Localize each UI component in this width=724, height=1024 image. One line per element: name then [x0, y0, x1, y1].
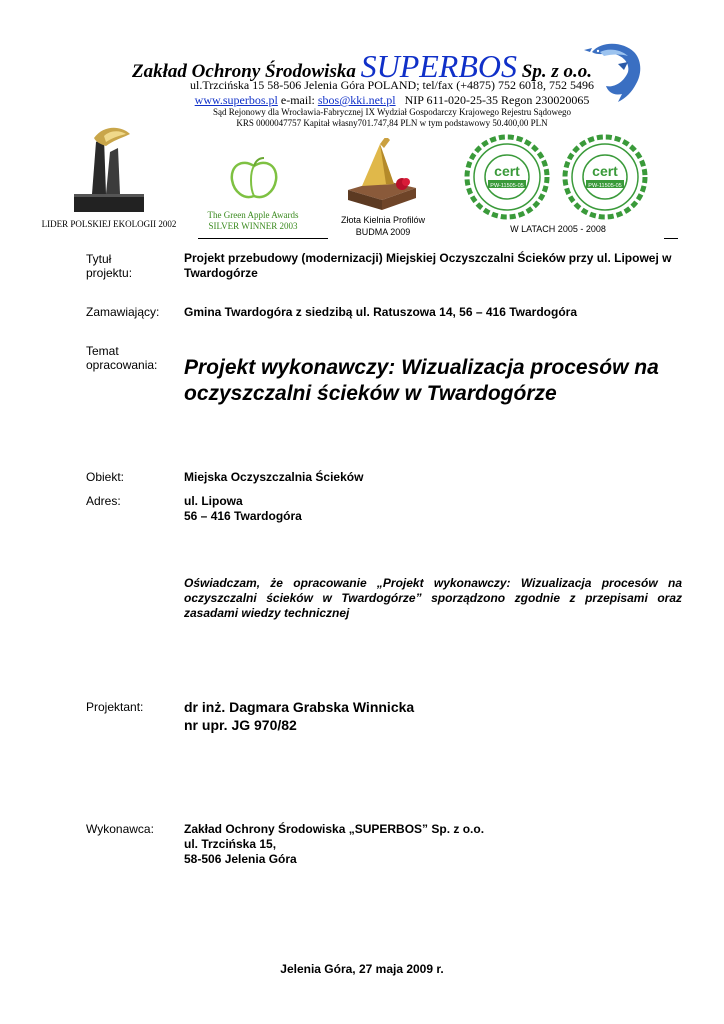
designer-name: dr inż. Dagmara Grabska Winnicka — [184, 699, 415, 715]
krs-capital: KRS 0000047757 Kapitał własny701.747,84 PLN w tym podstawowy 50.400,00 PLN — [236, 118, 548, 128]
object-value: Miejska Oczyszczalnia Ścieków — [184, 470, 364, 484]
green-apple-line1: The Green Apple Awards — [207, 210, 299, 220]
title-label-line1: Tytuł — [86, 252, 112, 266]
company-suffix: Sp. z o.o. — [521, 61, 592, 82]
company-brand: SUPERBOS — [360, 48, 517, 84]
contractor-line2: ul. Trzcińska 15, — [184, 837, 277, 851]
subject-label-line1: Temat — [86, 344, 119, 358]
trophy-icon — [70, 124, 150, 216]
contractor-label: Wykonawca: — [86, 822, 154, 836]
dolphin-logo-icon — [584, 38, 646, 106]
address-value — [184, 494, 302, 524]
contractor-line3: 58-506 Jelenia Góra — [184, 852, 297, 866]
cert1-code: PW-11505-05 — [490, 183, 524, 189]
contractor-value — [184, 822, 484, 867]
email-link[interactable]: sbos@kki.net.pl — [317, 93, 396, 107]
designer-label: Projektant: — [86, 700, 144, 714]
cert2-code: PW-11505-05 — [588, 183, 622, 189]
statement: Oświadczam, że opracowanie „Projekt wykonawczy: Wizualizacja procesów na oczyszczalni ścieków w Twardogórze” sporządzono zgodnie z przepisami oraz zasadami wiedzy technicznej — [184, 576, 682, 620]
court-registration: Sąd Rejonowy dla Wrocławia-Fabrycznej IX Wydział Gospodarczy Krajowego Rejestru Sądowego — [213, 107, 571, 117]
client-value: Gmina Twardogóra z siedzibą ul. Ratuszowa 14, 56 – 416 Twardogóra — [184, 305, 577, 319]
title-label-line2: projektu: — [86, 266, 133, 280]
address-line2: 56 – 416 Twardogóra — [184, 509, 302, 523]
award-underline — [198, 238, 328, 239]
subject-label — [86, 344, 157, 372]
company-prefix: Zakład Ochrony Środowiska — [132, 61, 356, 82]
company-address: ul.Trzcińska 15 58-506 Jelenia Góra POLAND; tel/fax (+4875) 752 6018, 752 5496 — [190, 78, 594, 92]
certificate-seal-icon-2 — [562, 134, 648, 220]
cert-caption: W LATACH 2005 - 2008 — [510, 224, 606, 234]
green-apple-line2: SILVER WINNER 2003 — [208, 221, 298, 231]
designer-permit: nr upr. JG 970/82 — [184, 717, 297, 733]
trowel-line1: Złota Kielnia Profilów — [340, 215, 426, 225]
designer — [184, 698, 414, 734]
address-label: Adres: — [86, 494, 121, 508]
certificate-seal-icon — [464, 134, 550, 220]
title-value: Projekt przebudowy (modernizacji) Miejskiej Oczyszczalni Ścieków przy ul. Lipowej w Twardogórze — [184, 251, 672, 280]
place-date: Jelenia Góra, 27 maja 2009 r. — [280, 962, 444, 976]
svg-text:cert: cert — [592, 163, 618, 179]
subject-value: Projekt wykonawczy: Wizualizacja procesów na oczyszczalni ścieków w Twardogórze — [184, 356, 659, 405]
client-label: Zamawiający: — [86, 305, 160, 319]
website-link[interactable]: www.superbos.pl — [194, 93, 278, 107]
green-apple-icon — [228, 156, 280, 202]
email-label: e-mail: — [280, 93, 315, 107]
object-label: Obiekt: — [86, 470, 125, 484]
subject-label-line2: opracowania: — [86, 358, 158, 372]
svg-text:cert: cert — [494, 163, 520, 179]
header-end-rule — [664, 238, 678, 239]
leader-caption: LIDER POLSKIEJ EKOLOGII 2002 — [41, 219, 177, 229]
title-label — [86, 252, 132, 280]
nip-regon: NIP 611-020-25-35 Regon 230020065 — [404, 93, 590, 107]
contractor-line1: Zakład Ochrony Środowiska „SUPERBOS” Sp. z o.o. — [184, 822, 485, 836]
golden-trowel-icon — [342, 138, 422, 212]
address-line1: ul. Lipowa — [184, 494, 243, 508]
trowel-line2: BUDMA 2009 — [355, 227, 411, 237]
